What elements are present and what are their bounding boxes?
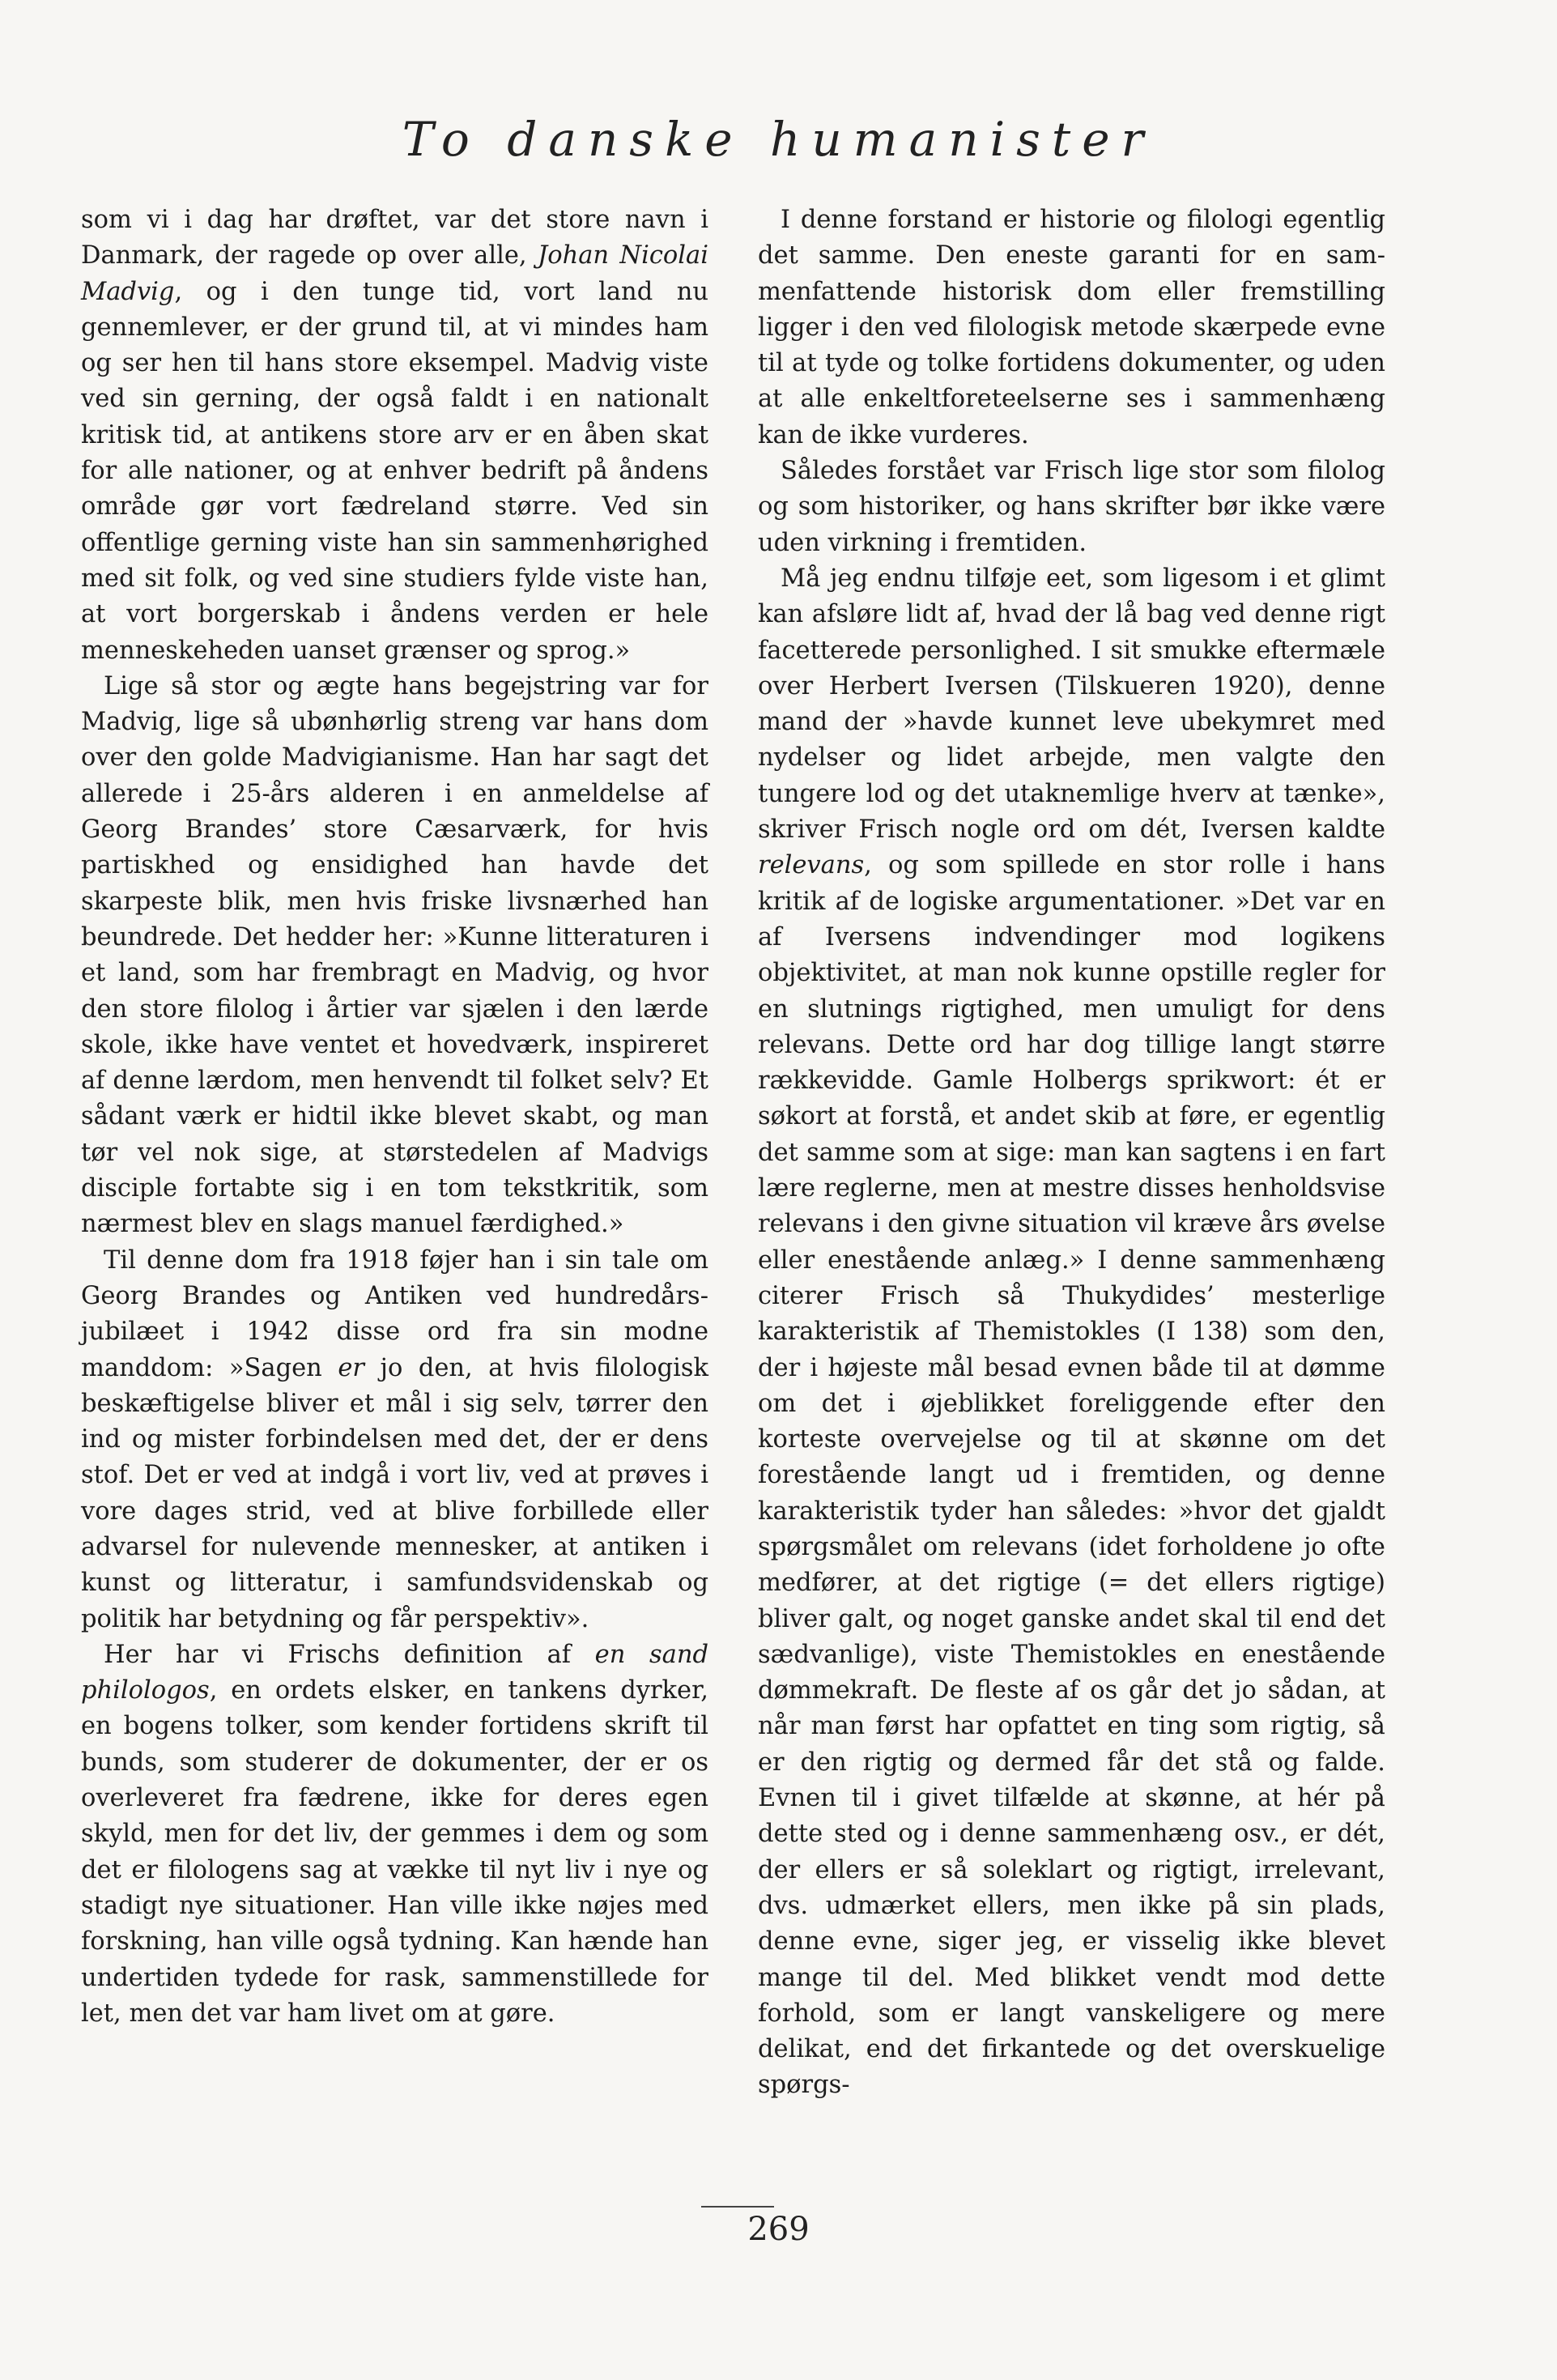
paragraph: Må jeg endnu tilføje eet, som ligesom i et glimt kan afsløre lidt af, hvad der lå bag ved denne rigt facetterede personlighed. I sit smukke eftermæle over Herbert Iversen (Tilskueren 1920), denne mand der »havde kunnet leve ubekymret med nydelser og lidet arbejde, men valgte den tungere lod og det utaknemlige hverv at tænke», skriver Frisch nogle ord om dét, Iversen kaldte relevans, og som spillede en stor rolle i hans kritik af de logiske argumentationer. »Det var en af Iversens indvendinger mod logikens objektivitet, at man nok kunne opstille regler for en slutnings rigtighed, men umuligt for dens relevans. Dette ord har dog tillige langt større rækkevidde. Gamle Holbergs sprikwort: ét er søkort at forstå, et andet skib at føre, er egentlig det samme som at sige: man kan sagtens i en fart lære reglerne, men at mestre disses henholdsvise relevans i den givne situation vil kræve års øvelse eller enestående anlæg.» I denne sammenhæng citerer Frisch så Thukydides’ mesterlige karakteristik af Themistokles (I 138) som den, der i højeste mål besad evnen både til at dømme om det i øjeblikket foreliggende efter den korteste overvejelse og til at skønne om det forestående langt ud i fremtiden, og denne karakteristik tyder han således: »hvor det gjaldt spørgsmålet om relevans (idet forholdene jo ofte medfører, at det rigtige (= det ellers rigtige) bliver galt, og noget ganske andet skal til end det sædvanlige), viste Themistokles en enestående dømmekraft. De fleste af os går det jo sådan, at når man først har opfattet en ting som rigtig, så er den rigtig og dermed får det stå og falde. Evnen til i givet tilfælde at skønne, at hér på dette sted og i denne sammenhæng osv., er dét, der ellers er så soleklart og rigtigt, irrelevant, dvs. udmærket ellers, men ikke på sin plads, denne evne, siger jeg, er visselig ikke blevet mange til del. Med blikket vendt mod dette forhold, som er langt vanskeligere og mere delikat, end det firkantede og det overskuelige spørgs- bbox=[758, 564, 1385, 2100]
emphasis: en sand philologos bbox=[81, 1640, 708, 1705]
paragraph: Lige så stor og ægte hans begejstring var for Madvig, lige så ubønhørlig streng var hans dom over den golde Madvigianisme. Han har sagt det allerede i 25-års alderen i en anmeldelse af Georg Brandes’ store Cæsarværk, for hvis partiskhed og ensidighed han havde det skarpeste blik, men hvis friske livsnærhed han beundrede. Det hedder her: »Kunne litteraturen i et land, som har frembragt en Madvig, og hvor den store filolog i årtier var sjælen i den lærde skole, ikke have ventet et hovedværk, inspireret af denne lærdom, men henvendt til folket selv? Et sådant værk er hidtil ikke blevet skabt, og man tør vel nok sige, at størstedelen af Madvigs disciple fortabte sig i en tom tekstkritik, som nærmest blev en slags manuel færdighed.» bbox=[81, 671, 708, 1239]
emphasis: er bbox=[338, 1353, 364, 1382]
paragraph: Til denne dom fra 1918 føjer han i sin tale om Georg Brandes og Antiken ved hundredårs-jubilæet i 1942 disse ord fra sin modne manddom: »Sagen er jo den, at hvis filologisk beskæftigelse bliver et mål i sig selv, tørrer den ind og mister forbindelsen med det, der er dens stof. Det er ved at indgå i vort liv, ved at prøves i vore dages strid, ved at blive forbillede eller advarsel for nulevende mennesker, at antiken i kunst og litteratur, i samfundsvidenskab og politik har betydning og får perspektiv». bbox=[81, 1245, 708, 1633]
running-header: To danske humanister bbox=[402, 112, 1155, 167]
emphasis: relevans bbox=[758, 851, 865, 880]
right-column bbox=[758, 202, 1385, 2104]
paragraph: I denne forstand er historie og filologi egentlig det samme. Den eneste garanti for en sammenfattende historisk dom eller fremstilling ligger i den ved filologisk metode skærpede evne til at tyde og tolke fortidens dokumenter, og uden at alle enkeltforeteelserne ses i sammenhæng kan de ikke vurderes. bbox=[758, 206, 1385, 449]
page-number-rule bbox=[701, 2206, 774, 2208]
emphasis: Johan Nicolai Madvig bbox=[81, 241, 708, 306]
paragraph: Her har vi Frischs definition af en sand philologos, en ordets elsker, en tankens dyrker, en bogens tolker, som kender fortidens skrift til bunds, som studerer de dokumenter, der er os overleveret fra fædrene, ikke for deres egen skyld, men for det liv, der gemmes i dem og som det er filologens sag at vække til nyt liv i nye og stadigt nye situationer. Han ville ikke nøjes med forskning, han ville også tydning. Kan hænde han undertiden tydede for rask, sammenstillede for let, men det var ham livet om at gøre. bbox=[81, 1640, 708, 2028]
paragraph: Således forstået var Frisch lige stor som filolog og som historiker, og hans skrifter bør ikke være uden virkning i fremtiden. bbox=[758, 457, 1385, 557]
page-number: 269 bbox=[747, 2211, 810, 2248]
paragraph: som vi i dag har drøftet, var det store navn i Danmark, der ragede op over alle, Johan Nicolai Madvig, og i den tunge tid, vort land nu gennemlever, er der grund til, at vi mindes ham og ser hen til hans store eksempel. Madvig viste ved sin gerning, der også faldt i en nationalt kritisk tid, at antikens store arv er en åben skat for alle nationer, og at enhver bedrift på åndens område gør vort fædreland større. Ved sin offentlige gerning viste han sin sammenhørighed med sit folk, og ved sine studiers fylde viste han, at vort borgerskab i åndens verden er hele menneskeheden uanset grænser og sprog.» bbox=[81, 206, 708, 665]
left-column bbox=[81, 202, 708, 2032]
